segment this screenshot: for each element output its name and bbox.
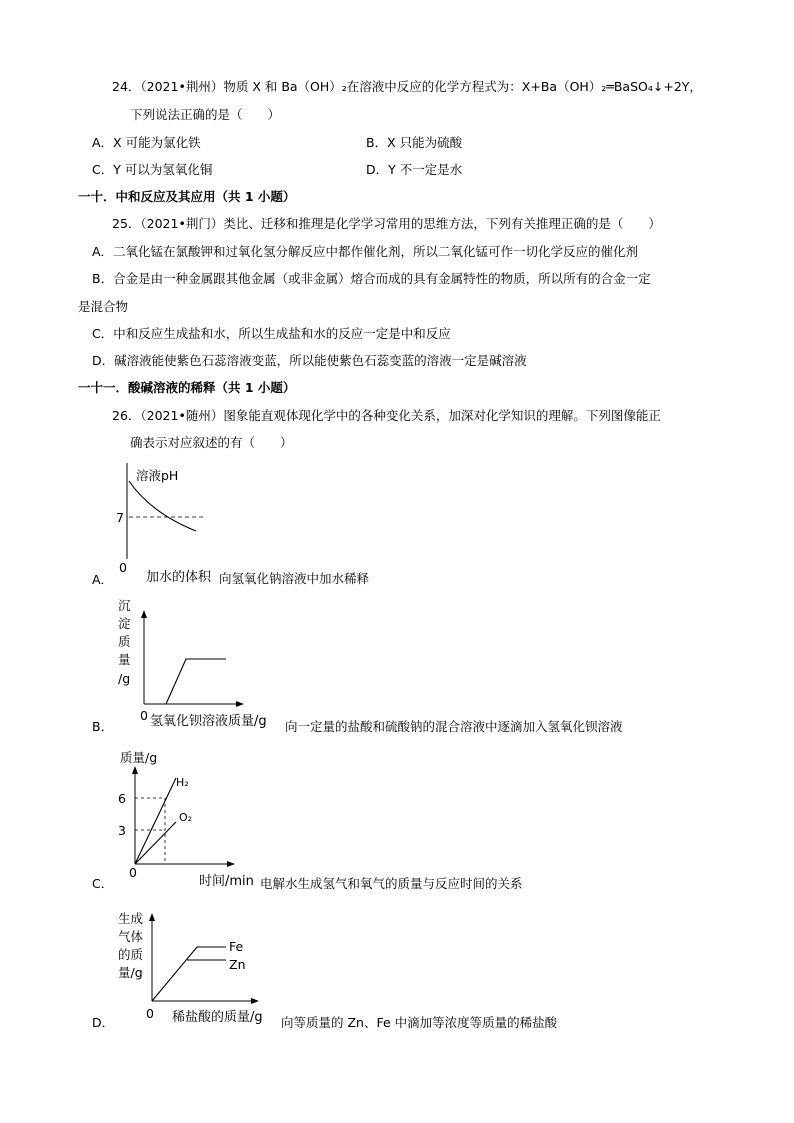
graph-b-y-label-5: /g xyxy=(118,671,131,686)
graph-d-y-label-3: 的质 xyxy=(118,947,144,962)
graph-d-fe-label: Fe xyxy=(229,939,244,954)
graph-d-y-arrow xyxy=(149,913,155,921)
section-heading-dilution: 一十一．酸碱溶液的稀释（共 1 小题） xyxy=(78,380,296,395)
graph-a-letter: A． xyxy=(92,572,114,587)
q25-option-a: A．二氧化锰在氯酸钾和过氧化氢分解反应中都作催化剂，所以二氧化锰可作一切化学反应的催化剂 xyxy=(92,244,639,259)
graph-b-x-label: 氢氧化钡溶液质量/g xyxy=(150,714,267,729)
graph-c-o2-label: O₂ xyxy=(179,811,193,824)
graph-a-tick-7: 7 xyxy=(116,510,124,525)
graph-b-y-label-3: 质 xyxy=(118,634,131,649)
q26-stem-line2: 确表示对应叙述的有（ ） xyxy=(130,435,293,450)
graph-c-description: 电解水生成氢气和氧气的质量与反应时间的关系 xyxy=(260,876,523,891)
graph-c-x-label: 时间/min xyxy=(199,874,254,889)
graph-c-tick-6: 6 xyxy=(118,791,126,806)
graph-b-curve xyxy=(166,659,226,704)
q25-stem: 25．（2021•荆门）类比、迁移和推理是化学学习常用的思维方法，下列有关推理正确的是（ ） xyxy=(112,216,661,231)
q24-stem-line1: 24．（2021•荆州）物质 X 和 Ba（OH）₂在溶液中反应的化学方程式为：X+Ba（OH）₂═BaSO₄↓+2Y， xyxy=(112,79,702,94)
graph-c-h2-label: H₂ xyxy=(176,776,189,789)
graph-c-letter: C． xyxy=(92,876,114,891)
graph-b-description: 向一定量的盐酸和硫酸钠的混合溶液中逐滴加入氢氧化钡溶液 xyxy=(285,719,623,734)
graph-a-description: 向氢氧化钠溶液中加水稀释 xyxy=(219,571,370,586)
graph-a-y-label: 溶液pH xyxy=(136,468,179,483)
q26-stem-line1: 26．（2021•随州）图象能直观体现化学中的各种变化关系，加深对化学知识的理解。下列图像能正 xyxy=(112,408,661,423)
graph-c-x-arrow xyxy=(227,861,235,867)
q25-option-c: C．中和反应生成盐和水，所以生成盐和水的反应一定是中和反应 xyxy=(92,326,451,341)
graph-c-tick-3: 3 xyxy=(118,823,126,838)
graph-b xyxy=(88,598,708,743)
graph-c-y-label: 质量/g xyxy=(120,750,158,765)
graph-b-x-arrow xyxy=(236,701,244,707)
graph-d-y-label-2: 气体 xyxy=(118,929,144,944)
q24-stem-line2: 下列说法正确的是（ ） xyxy=(130,107,281,122)
graph-a-curve xyxy=(129,481,196,531)
graph-b-y-arrow xyxy=(141,610,147,618)
graph-c-origin: 0 xyxy=(129,865,137,880)
graph-a-origin: 0 xyxy=(119,560,127,575)
graph-d-y-label-1: 生成 xyxy=(118,911,144,926)
q25-option-d: D．碱溶液能使紫色石蕊溶液变蓝，所以能使紫色石蕊变蓝的溶液一定是碱溶液 xyxy=(92,353,527,368)
graph-b-origin: 0 xyxy=(140,708,148,723)
graph-b-y-label-2: 淀 xyxy=(118,616,131,631)
graph-b-y-label-1: 沉 xyxy=(118,598,131,613)
graph-b-letter: B． xyxy=(92,719,114,734)
q24-option-c: C．Y 可以为氢氧化铜 xyxy=(92,162,213,177)
graph-d-y-label-4: 量/g xyxy=(118,965,143,980)
q25-option-b-line2: 是混合物 xyxy=(78,299,129,314)
graph-c-o2-line xyxy=(135,822,176,864)
graph-d-description: 向等质量的 Zn、Fe 中滴加等浓度等质量的稀盐酸 xyxy=(281,1015,558,1030)
q24-option-d: D．Y 不一定是水 xyxy=(366,162,463,177)
section-heading-neutralization: 一十．中和反应及其应用（共 1 小题） xyxy=(78,189,296,204)
graph-a xyxy=(88,455,708,590)
graph-b-y-label-4: 量 xyxy=(118,652,131,667)
q25-option-b-line1: B．合金是由一种金属跟其他金属（或非金属）熔合而成的具有金属特性的物质，所以所有的合金一定 xyxy=(92,271,651,286)
graph-d-fe-line xyxy=(152,947,226,1001)
graph-d-zn-label: Zn xyxy=(229,957,246,972)
graph-c-h2-line xyxy=(135,778,176,864)
graph-d-letter: D． xyxy=(92,1015,115,1030)
graph-d-x-arrow xyxy=(251,998,259,1004)
q24-option-a: A．X 可能为氯化铁 xyxy=(92,135,201,150)
graph-d xyxy=(88,905,708,1035)
graph-d-x-label: 稀盐酸的质量/g xyxy=(172,1010,263,1025)
graph-c-y-arrow xyxy=(132,766,138,774)
graph-c xyxy=(88,746,708,894)
q24-option-b: B．X 只能为硫酸 xyxy=(366,135,463,150)
graph-a-x-label: 加水的体积 xyxy=(146,570,212,585)
graph-d-origin: 0 xyxy=(146,1006,154,1021)
